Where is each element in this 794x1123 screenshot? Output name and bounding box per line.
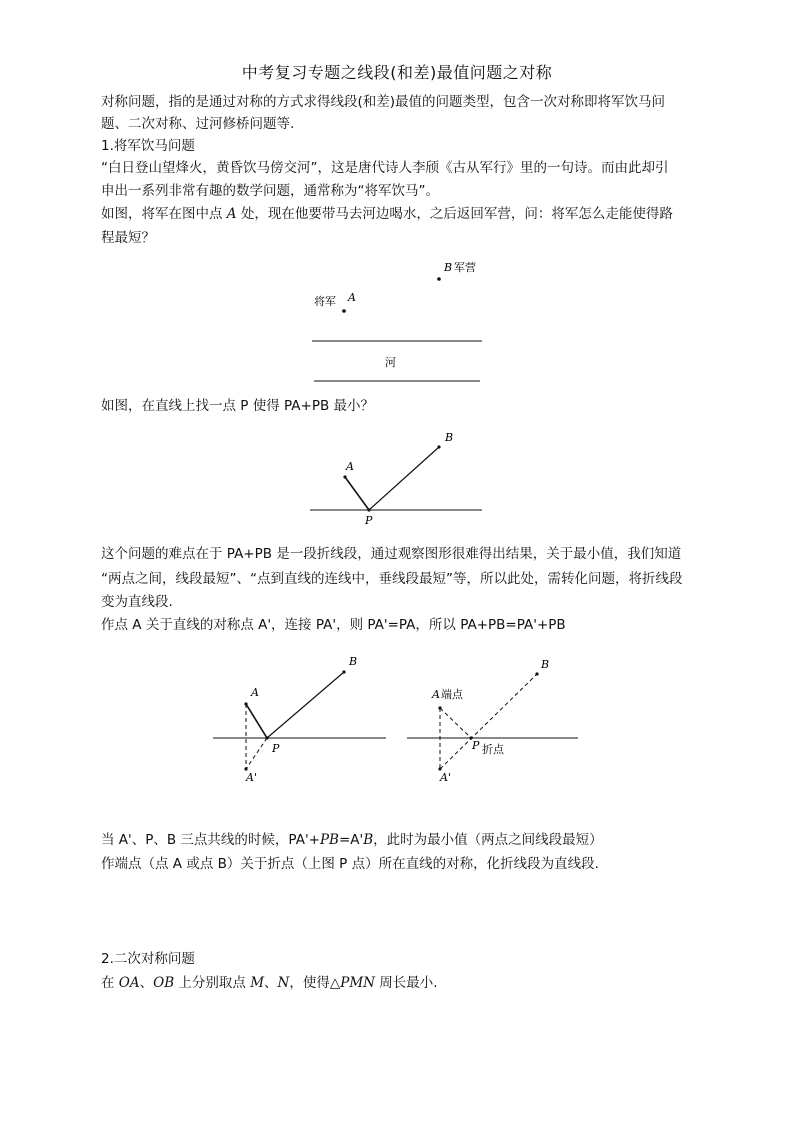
label-fold-point: 折点: [482, 743, 504, 756]
label-river: 河: [385, 356, 396, 369]
point-b: [342, 670, 345, 673]
label-a: A: [346, 460, 354, 473]
intro-line-1: 对称问题，指的是通过对称的方式求得线段(和差)最值的问题类型，包含一次对称即将军饮马问: [101, 94, 666, 110]
label-a: A: [348, 291, 356, 304]
label-a-prime: A': [246, 771, 257, 784]
figure-reflection-left: [205, 650, 395, 790]
label-a: A: [251, 686, 259, 699]
section1-para6: 作端点（点 A 或点 B）关于折点（上图 P 点）所在直线的对称，化折线段为直线段.: [101, 856, 599, 872]
point-b: [535, 672, 538, 675]
label-b: B: [541, 658, 550, 671]
section1-para1-line1: “白日登山望烽火，黄昏饮马傍交河”，这是唐代诗人李颀《古从军行》里的一句诗。而由此却引: [101, 160, 669, 176]
segment-pa-dashed: [440, 708, 471, 738]
segment-pap-dashed: [246, 738, 267, 769]
point-a: [343, 475, 346, 478]
section1-para1-line2: 申出一系列非常有趣的数学问题，通常称为“将军饮马”。: [101, 183, 439, 199]
section1-para2-line2: 程最短？: [101, 230, 155, 246]
point-a: [438, 706, 441, 709]
segment-pb: [267, 672, 344, 738]
label-p: P: [272, 742, 280, 755]
label-general: 将军: [314, 295, 336, 308]
label-b: B: [444, 261, 453, 274]
section1-para5: 当 A'、P、B 三点共线的时候，PA'+PB=A'B，此时为最小值（两点之间线段最短）: [101, 832, 603, 848]
section1-para3-line1: 这个问题的难点在于 PA+PB 是一段折线段，通过观察图形很难得出结果，关于最小值，我们知道: [101, 546, 682, 562]
section1-heading: 1.将军饮马问题: [101, 138, 195, 154]
label-b: B: [349, 655, 358, 668]
section2-heading: 2.二次对称问题: [101, 951, 195, 967]
section2-text: 在 OA、OB 上分别取点 M、N，使得△PMN 周长最小.: [101, 975, 438, 991]
section1-para3-line2: “两点之间，线段最短”、“点到直线的连线中，垂线段最短”等，所以此处，需转化问题，将折线段: [101, 571, 683, 587]
label-a-prime: A': [440, 771, 451, 784]
point-b: [437, 445, 440, 448]
label-camp: 军营: [454, 261, 476, 274]
label-p: P: [365, 514, 373, 527]
figure-pa-pb: [300, 425, 500, 530]
segment-pa: [246, 704, 267, 738]
page-title: 中考复习专题之线段(和差)最值问题之对称: [241, 63, 553, 82]
point-p: [367, 508, 370, 511]
label-endpoint: 端点: [441, 688, 463, 701]
label-p: P: [472, 739, 480, 752]
section1-para4: 作点 A 关于直线的对称点 A'，连接 PA'，则 PA'=PA，所以 PA+PB=PA'+PB: [101, 617, 566, 633]
point-a: [244, 702, 247, 705]
segment-pa: [345, 477, 369, 510]
segment-pb: [369, 447, 439, 510]
section1-para2-line1: 如图，将军在图中点 A 处，现在他要带马去河边喝水，之后返回军营，问：将军怎么走能使得路: [101, 206, 673, 222]
figure-general-river: [300, 255, 500, 390]
label-a: A: [432, 688, 440, 701]
question-line: 如图，在直线上找一点 P 使得 PA+PB 最小？: [101, 398, 375, 414]
intro-line-2: 题、二次对称、过河修桥问题等.: [101, 116, 295, 132]
point-p: [265, 736, 268, 739]
figure-reflection-right: [400, 650, 585, 790]
point-b: [437, 277, 441, 281]
section1-para3-line3: 变为直线段.: [101, 594, 173, 610]
label-b: B: [445, 431, 454, 444]
point-a: [342, 309, 346, 313]
